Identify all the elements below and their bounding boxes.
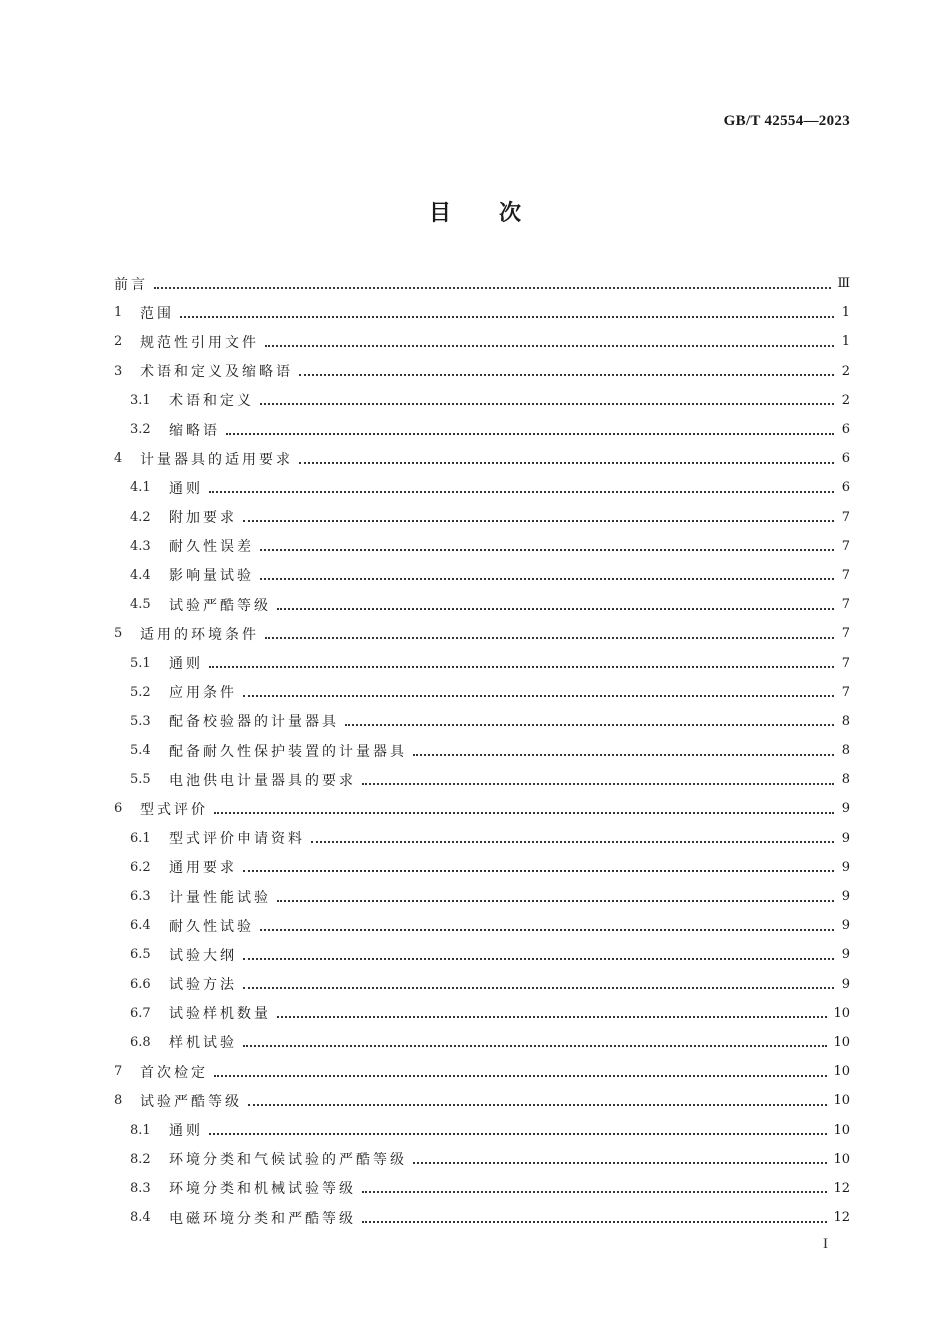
toc-entry[interactable]: [114, 1057, 850, 1086]
toc-entry-page: 10: [833, 1093, 850, 1109]
toc-entry-page: 12: [833, 1180, 850, 1196]
toc-entry[interactable]: [114, 1028, 850, 1057]
toc-entry[interactable]: [114, 298, 850, 327]
toc-entry-number: 3.1: [130, 392, 151, 408]
toc-entry-number: 6.2: [130, 859, 151, 875]
toc-entry-label: 耐久性误差: [169, 539, 254, 556]
toc-entry-label: 范围: [140, 305, 174, 322]
toc-entry-number: 3.2: [130, 422, 151, 438]
toc-entry-number: 8.2: [130, 1151, 151, 1167]
toc-entry-page: 10: [833, 1034, 850, 1050]
toc-entry-page: 9: [841, 947, 850, 963]
toc-entry-label: 试验严酷等级: [169, 597, 271, 614]
toc-dot-leader: [243, 870, 834, 872]
toc-entry-number: 6.3: [130, 889, 151, 905]
toc-entry[interactable]: [114, 853, 850, 882]
table-of-contents: [114, 269, 850, 1232]
page-number: I: [823, 1236, 828, 1252]
toc-entry-label: 通则: [169, 1123, 203, 1140]
toc-entry[interactable]: [114, 532, 850, 561]
toc-dot-leader: [243, 987, 834, 989]
page-title: 目次: [428, 201, 569, 226]
toc-dot-leader: [214, 812, 834, 814]
toc-entry-number: 4: [114, 451, 123, 467]
toc-entry-page: 7: [841, 626, 850, 642]
toc-entry-label: 环境分类和气候试验的严酷等级: [169, 1152, 407, 1169]
toc-entry-label: 环境分类和机械试验等级: [169, 1181, 356, 1198]
toc-entry-label: 首次检定: [140, 1064, 208, 1081]
toc-entry-label: 型式评价: [140, 801, 208, 818]
toc-entry-label: 通则: [169, 656, 203, 673]
toc-dot-leader: [362, 1221, 827, 1223]
toc-entry-label: 配备校验器的计量器具: [169, 714, 339, 731]
toc-entry-page: 7: [841, 538, 850, 554]
toc-entry-number: 8: [114, 1093, 123, 1109]
toc-entry[interactable]: [114, 590, 850, 619]
toc-entry-label: 通用要求: [169, 860, 237, 877]
toc-entry-number: 4.1: [130, 480, 151, 496]
toc-entry[interactable]: [114, 473, 850, 502]
toc-entry[interactable]: [114, 765, 850, 794]
toc-dot-leader: [260, 578, 834, 580]
toc-entry-page: 9: [841, 976, 850, 992]
toc-entry-number: 8.1: [130, 1122, 151, 1138]
toc-entry-label: 电池供电计量器具的要求: [169, 772, 356, 789]
toc-dot-leader: [277, 1016, 827, 1018]
toc-entry[interactable]: [114, 824, 850, 853]
toc-entry-label: 通则: [169, 480, 203, 497]
toc-entry[interactable]: [114, 415, 850, 444]
toc-entry-number: 6.6: [130, 976, 151, 992]
toc-dot-leader: [277, 900, 834, 902]
toc-entry[interactable]: [114, 327, 850, 356]
toc-entry-label: 电磁环境分类和严酷等级: [169, 1210, 356, 1227]
toc-entry-number: 6.8: [130, 1034, 151, 1050]
toc-entry-page: 10: [833, 1122, 850, 1138]
toc-dot-leader: [311, 841, 834, 843]
toc-dot-leader: [154, 287, 831, 289]
toc-entry[interactable]: [114, 707, 850, 736]
toc-dot-leader: [260, 929, 834, 931]
toc-entry-page: 7: [841, 655, 850, 671]
toc-entry-page: Ⅲ: [837, 276, 850, 292]
toc-entry[interactable]: [114, 678, 850, 707]
toc-entry-number: 3: [114, 363, 123, 379]
toc-dot-leader: [299, 374, 834, 376]
toc-entry[interactable]: [114, 444, 850, 473]
toc-entry-label: 试验方法: [169, 977, 237, 994]
toc-entry-page: 7: [841, 509, 850, 525]
toc-entry-page: 2: [841, 392, 850, 408]
toc-entry[interactable]: [114, 911, 850, 940]
toc-entry[interactable]: [114, 561, 850, 590]
toc-entry-label: 术语和定义: [169, 393, 254, 410]
toc-entry-label: 影响量试验: [169, 568, 254, 585]
toc-entry[interactable]: [114, 1086, 850, 1115]
toc-entry-page: 10: [833, 1005, 850, 1021]
toc-entry-label: 试验大纲: [169, 947, 237, 964]
toc-entry[interactable]: [114, 269, 850, 298]
toc-dot-leader: [243, 520, 834, 522]
toc-entry[interactable]: [114, 940, 850, 969]
toc-entry-page: 6: [841, 422, 850, 438]
toc-entry[interactable]: [114, 503, 850, 532]
toc-entry-number: 8.4: [130, 1210, 151, 1226]
toc-entry-page: 8: [841, 713, 850, 729]
toc-entry-page: 7: [841, 567, 850, 583]
toc-entry-page: 9: [841, 918, 850, 934]
toc-dot-leader: [362, 1191, 827, 1193]
toc-dot-leader: [214, 1075, 827, 1077]
toc-dot-leader: [299, 462, 834, 464]
toc-entry[interactable]: [114, 882, 850, 911]
toc-entry[interactable]: [114, 619, 850, 648]
toc-entry-page: 6: [841, 451, 850, 467]
toc-entry-label: 样机试验: [169, 1035, 237, 1052]
toc-entry-label: 应用条件: [169, 685, 237, 702]
toc-entry[interactable]: [114, 386, 850, 415]
standard-code: GB/T 42554—2023: [723, 113, 850, 129]
toc-entry[interactable]: [114, 648, 850, 677]
toc-entry[interactable]: [114, 357, 850, 386]
toc-entry[interactable]: [114, 1115, 850, 1144]
toc-entry-page: 2: [841, 363, 850, 379]
toc-entry-label: 术语和定义及缩略语: [140, 364, 293, 381]
toc-entry-page: 7: [841, 597, 850, 613]
toc-entry-label: 试验样机数量: [169, 1006, 271, 1023]
toc-entry-number: 5: [114, 626, 123, 642]
toc-entry-number: 5.1: [130, 655, 151, 671]
toc-entry-number: 5.3: [130, 713, 151, 729]
toc-entry-number: 6.4: [130, 918, 151, 934]
toc-entry-number: 5.4: [130, 743, 151, 759]
toc-entry-label: 附加要求: [169, 510, 237, 527]
toc-entry-number: 1: [114, 305, 123, 321]
toc-dot-leader: [209, 1133, 827, 1135]
toc-entry[interactable]: [114, 970, 850, 999]
toc-entry-label: 计量性能试验: [169, 889, 271, 906]
toc-entry-label: 缩略语: [169, 422, 220, 439]
toc-entry-label: 型式评价申请资料: [169, 831, 305, 848]
toc-entry-page: 9: [841, 859, 850, 875]
toc-entry-label: 计量器具的适用要求: [140, 451, 293, 468]
toc-entry-page: 8: [841, 772, 850, 788]
toc-entry-label: 适用的环境条件: [140, 626, 259, 643]
toc-entry-number: 4.5: [130, 597, 151, 613]
toc-dot-leader: [248, 1104, 827, 1106]
toc-dot-leader: [209, 666, 834, 668]
toc-dot-leader: [243, 695, 834, 697]
toc-entry-page: 7: [841, 684, 850, 700]
toc-entry-number: 6: [114, 801, 123, 817]
toc-entry-label: 耐久性试验: [169, 918, 254, 935]
toc-dot-leader: [277, 608, 834, 610]
toc-entry-page: 9: [841, 801, 850, 817]
toc-entry-number: 2: [114, 334, 123, 350]
toc-entry-page: 10: [833, 1151, 850, 1167]
toc-entry[interactable]: [114, 1174, 850, 1203]
toc-dot-leader: [260, 403, 834, 405]
toc-dot-leader: [265, 637, 834, 639]
toc-entry-page: 1: [841, 305, 850, 321]
toc-entry[interactable]: [114, 1203, 850, 1232]
toc-entry-number: 8.3: [130, 1180, 151, 1196]
toc-entry-page: 8: [841, 743, 850, 759]
toc-entry[interactable]: [114, 999, 850, 1028]
toc-dot-leader: [260, 549, 834, 551]
toc-entry-page: 9: [841, 889, 850, 905]
toc-entry-page: 1: [841, 334, 850, 350]
toc-dot-leader: [413, 1162, 827, 1164]
toc-dot-leader: [243, 1045, 827, 1047]
toc-entry-page: 9: [841, 830, 850, 846]
toc-entry-page: 10: [833, 1064, 850, 1080]
toc-entry-number: 6.5: [130, 947, 151, 963]
toc-entry-label: 配备耐久性保护装置的计量器具: [169, 743, 407, 760]
toc-dot-leader: [180, 316, 834, 318]
toc-entry-label: 前言: [114, 276, 148, 293]
toc-entry[interactable]: [114, 1145, 850, 1174]
toc-entry-number: 4.3: [130, 538, 151, 554]
toc-entry-number: 7: [114, 1064, 123, 1080]
toc-entry[interactable]: [114, 736, 850, 765]
toc-entry-number: 4.2: [130, 509, 151, 525]
toc-dot-leader: [226, 433, 834, 435]
toc-entry-number: 6.1: [130, 830, 151, 846]
toc-entry[interactable]: [114, 794, 850, 823]
toc-entry-label: 规范性引用文件: [140, 334, 259, 351]
toc-dot-leader: [265, 345, 834, 347]
toc-entry-number: 5.5: [130, 772, 151, 788]
toc-dot-leader: [209, 491, 834, 493]
toc-entry-number: 6.7: [130, 1005, 151, 1021]
toc-dot-leader: [345, 724, 834, 726]
toc-entry-number: 5.2: [130, 684, 151, 700]
toc-dot-leader: [243, 958, 834, 960]
toc-dot-leader: [362, 783, 834, 785]
toc-entry-page: 12: [833, 1210, 850, 1226]
toc-entry-label: 试验严酷等级: [140, 1093, 242, 1110]
toc-entry-page: 6: [841, 480, 850, 496]
toc-dot-leader: [413, 754, 834, 756]
toc-entry-number: 4.4: [130, 567, 151, 583]
